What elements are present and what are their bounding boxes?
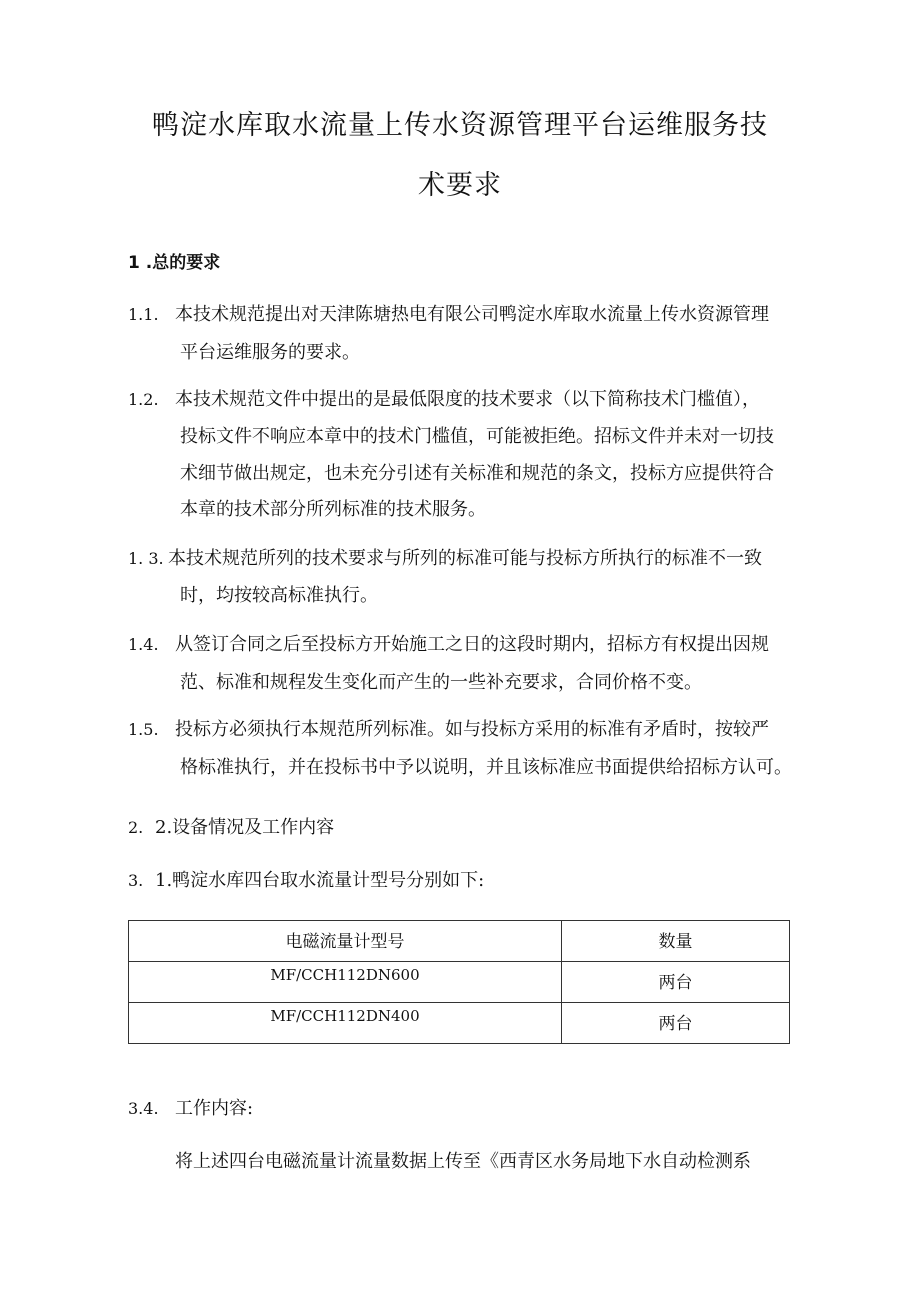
section-3-4-number: 3.4. <box>128 1099 159 1118</box>
table-row <box>129 962 790 1003</box>
table-cell-model <box>129 962 562 1003</box>
document-title-line-1: 鸭淀水库取水流量上传水资源管理平台运维服务技 <box>152 110 768 141</box>
table-cell-quantity <box>562 962 790 1003</box>
table-header-model <box>129 921 562 962</box>
section-3-4-label: 工作内容: <box>175 1098 254 1119</box>
clause-number-1-5: 1.5. <box>128 720 159 739</box>
clause-number-1-4: 1.4. <box>128 635 159 654</box>
clause-1-2-line-4: 本章的技术部分所列标准的技术服务。 <box>180 499 486 520</box>
clause-1-5-line-2: 格标准执行，并在投标书中予以说明，并且该标准应书面提供给招标方认可。 <box>180 757 792 778</box>
clause-1-4-line-2: 范、标准和规程发生变化而产生的一些补充要求，合同价格不变。 <box>180 672 702 693</box>
table-header-quantity-label: 数量 <box>658 932 693 952</box>
table-cell-model-text: MF/CCH112DN600 <box>270 966 420 984</box>
section-1-heading: 1 .总的要求 <box>128 253 221 273</box>
table-cell-model <box>129 1003 562 1044</box>
clause-1-3-line-1: 本技术规范所列的技术要求与所列的标准可能与投标方所执行的标准不一致 <box>168 548 762 569</box>
section-3-number: 3. <box>128 871 144 890</box>
table-cell-quantity-text: 两台 <box>658 1014 693 1034</box>
table-cell-quantity-text: 两台 <box>658 973 693 993</box>
clause-1-4-line-1: 从签订合同之后至投标方开始施工之日的这段时期内，招标方有权提出因规 <box>175 634 769 655</box>
clause-1-1-line-2: 平台运维服务的要求。 <box>180 342 360 363</box>
clause-1-5-line-1: 投标方必须执行本规范所列标准。如与投标方采用的标准有矛盾时，按较严 <box>175 719 769 740</box>
table-cell-model-text: MF/CCH112DN400 <box>270 1007 420 1025</box>
table-header-quantity <box>562 921 790 962</box>
section-2-number: 2. <box>128 818 144 837</box>
table-header-row <box>129 921 790 962</box>
clause-number-1-2: 1.2. <box>128 390 159 409</box>
table-cell-quantity <box>562 1003 790 1044</box>
table-row <box>129 1003 790 1044</box>
clause-number-1-1: 1.1. <box>128 305 159 324</box>
clause-1-2-line-1: 本技术规范文件中提出的是最低限度的技术要求（以下简称技术门槛值）， <box>175 389 760 410</box>
section-3-text: 1.鸭淀水库四台取水流量计型号分别如下: <box>155 870 485 891</box>
clause-number-1-3: 1. 3. <box>128 549 164 568</box>
section-3-4-text: 将上述四台电磁流量计流量数据上传至《西青区水务局地下水自动检测系 <box>175 1151 751 1172</box>
clause-1-2-line-2: 投标文件不响应本章中的技术门槛值，可能被拒绝。招标文件并未对一切技 <box>180 426 774 447</box>
document-title-line-2: 术要求 <box>418 170 502 201</box>
section-2-heading: 2.设备情况及工作内容 <box>155 817 335 838</box>
table-header-model-label: 电磁流量计型号 <box>285 932 405 952</box>
clause-1-2-line-3: 术细节做出规定，也未充分引述有关标准和规范的条文，投标方应提供符合 <box>180 463 774 484</box>
clause-1-3-line-2: 时，均按较高标准执行。 <box>180 585 378 606</box>
clause-1-1-line-1: 本技术规范提出对天津陈塘热电有限公司鸭淀水库取水流量上传水资源管理 <box>175 304 769 325</box>
flowmeter-table <box>128 920 790 1044</box>
